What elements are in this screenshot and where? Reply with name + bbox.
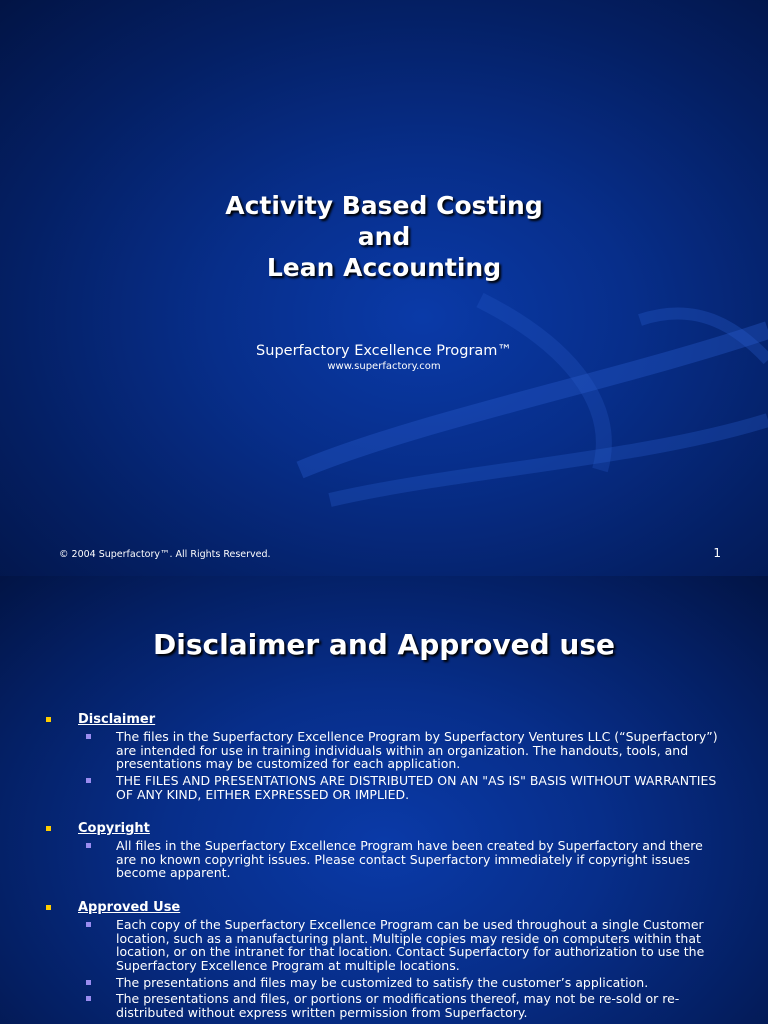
slide-title: Disclaimer and Approved use — [153, 628, 615, 661]
copyright-item-1: All files in the Superfactory Excellence Program have been created by Superfactory and there are no known copyright issues. Please contact Superfactory immediately if copyright issues become apparent. — [116, 838, 703, 880]
disclaimer-item-1: The files in the Superfactory Excellence Program by Superfactory Ventures LLC (“Superfactory”) are intended for use in training individuals within an organization. The handouts, tools, and presentations may be customized for each application. — [116, 729, 718, 771]
page-number: 1 — [713, 546, 721, 560]
title-line-1: Activity Based Costing — [225, 191, 543, 220]
copyright-notice: © 2004 Superfactory™. All Rights Reserved. — [59, 549, 271, 560]
slide-2 — [0, 576, 768, 1024]
website-url: www.superfactory.com — [327, 361, 441, 372]
title-line-3: Lean Accounting — [266, 253, 502, 282]
section-heading-approved-use: Approved Use — [78, 900, 181, 915]
sub-bullet-icon — [86, 778, 91, 783]
disclaimer-item-2: THE FILES AND PRESENTATIONS ARE DISTRIBUTED ON AN "AS IS" BASIS WITHOUT WARRANTIES OF ANY KIND, EITHER EXPRESSED OR IMPLIED. — [116, 773, 717, 802]
sub-bullet-icon — [86, 996, 91, 1001]
sub-bullet-icon — [86, 843, 91, 848]
sub-bullet-icon — [86, 922, 91, 927]
title-line-2: and — [357, 222, 411, 251]
section-heading-disclaimer: Disclaimer — [78, 712, 156, 727]
approved-use-item-3: The presentations and files, or portions or modifications thereof, may not be re-sold or re-distributed without express written permission from Superfactory. — [116, 991, 680, 1020]
program-name: Superfactory Excellence Program™ — [256, 343, 512, 359]
section-heading-copyright: Copyright — [78, 821, 150, 836]
approved-use-item-1: Each copy of the Superfactory Excellence Program can be used throughout a single Customer location, such as a manufacturing plant. Multiple copies may reside on computers within that location, or on the intranet for that location. Contact Superfactory for authorization to use the Superfactory Excellence Program at multiple locations. — [116, 917, 705, 973]
approved-use-item-2: The presentations and files may be customized to satisfy the customer’s application. — [116, 975, 649, 990]
sub-bullet-icon — [86, 980, 91, 985]
presentation-title — [0, 190, 768, 283]
sub-bullet-icon — [86, 734, 91, 739]
bullet-icon — [46, 905, 51, 910]
bullet-icon — [46, 717, 51, 722]
bullet-icon — [46, 826, 51, 831]
